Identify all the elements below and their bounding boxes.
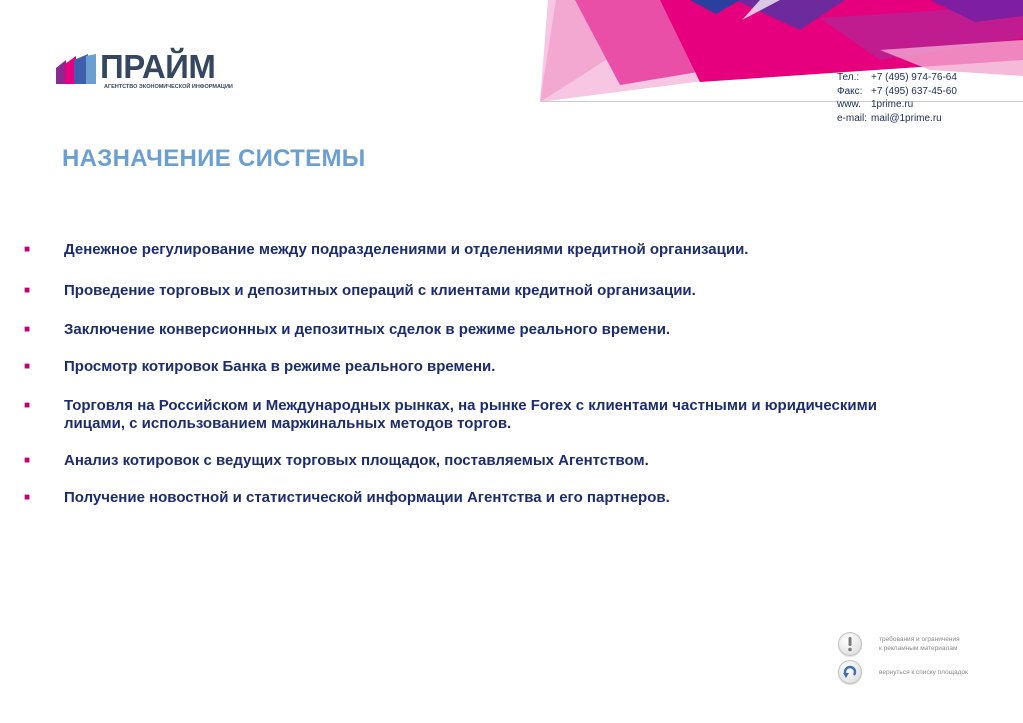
bullet-icon: ■ bbox=[24, 285, 31, 296]
bullet-icon: ■ bbox=[24, 244, 31, 255]
bullet-icon: ■ bbox=[24, 455, 31, 466]
list-item bbox=[24, 489, 904, 507]
fax-value: +7 (495) 637-45-60 bbox=[871, 85, 957, 97]
list-item bbox=[24, 282, 904, 300]
exclamation-icon bbox=[838, 632, 862, 656]
logo-mark-icon bbox=[56, 54, 96, 84]
website-link[interactable]: 1prime.ru bbox=[871, 99, 914, 110]
contact-website bbox=[837, 98, 957, 112]
requirements-label-line2: к рекламным материалам bbox=[879, 645, 958, 652]
prime-logo[interactable] bbox=[56, 48, 236, 96]
phone-value: +7 (495) 974-76-64 bbox=[871, 72, 957, 83]
contact-label: Тел.: bbox=[837, 72, 860, 83]
bullet-icon: ■ bbox=[24, 324, 31, 335]
list-item bbox=[24, 241, 904, 259]
logo-name: ПРАЙМ bbox=[100, 48, 216, 85]
requirements-link[interactable] bbox=[838, 632, 960, 656]
bullet-icon: ■ bbox=[24, 492, 31, 503]
bullet-icon: ■ bbox=[24, 361, 31, 372]
requirements-label-line1: требования и ограничения bbox=[879, 636, 960, 643]
page-title: НАЗНАЧЕНИЕ СИСТЕМЫ bbox=[62, 145, 366, 172]
list-item-text: Проведение торговых и депозитных операций с клиентами кредитной организации. bbox=[64, 282, 696, 299]
back-arrow-icon bbox=[838, 660, 862, 684]
back-to-list-link[interactable] bbox=[838, 660, 968, 684]
list-item-text: Заключение конверсионных и депозитных сделок в режиме реального времени. bbox=[64, 321, 671, 338]
bullet-icon: ■ bbox=[24, 400, 31, 411]
contact-label: www. bbox=[837, 99, 861, 110]
list-item-text: Получение новостной и статистической информации Агентства и его партнеров. bbox=[64, 489, 670, 506]
list-item-text: Торговля на Российском и Международных рынках, на рынке Forex с клиентами частными и юридическими лицами, с использованием маржинальных методов торгов. bbox=[64, 397, 877, 432]
list-item-text: Анализ котировок с ведущих торговых площадок, поставляемых Агентством. bbox=[64, 452, 649, 469]
contact-label: Факс: bbox=[837, 85, 863, 97]
list-item bbox=[24, 358, 904, 376]
list-item-text: Просмотр котировок Банка в режиме реального времени. bbox=[64, 358, 496, 375]
requirements-label bbox=[879, 635, 960, 653]
list-item bbox=[24, 397, 904, 433]
list-item bbox=[24, 321, 904, 339]
list-item bbox=[24, 452, 904, 470]
contact-email bbox=[837, 112, 957, 126]
back-label: вернуться к списку площадок bbox=[879, 668, 968, 676]
contact-fax bbox=[837, 85, 957, 99]
list-item-text: Денежное регулирование между подразделениями и отделениями кредитной организации. bbox=[64, 241, 749, 258]
email-link[interactable]: mail@1prime.ru bbox=[871, 112, 942, 124]
contact-label: e-mail: bbox=[837, 112, 868, 124]
contacts-block bbox=[837, 71, 957, 125]
contact-phone bbox=[837, 71, 957, 85]
logo-subtitle: АГЕНТСТВО ЭКОНОМИЧЕСКОЙ ИНФОРМАЦИИ bbox=[104, 84, 233, 90]
